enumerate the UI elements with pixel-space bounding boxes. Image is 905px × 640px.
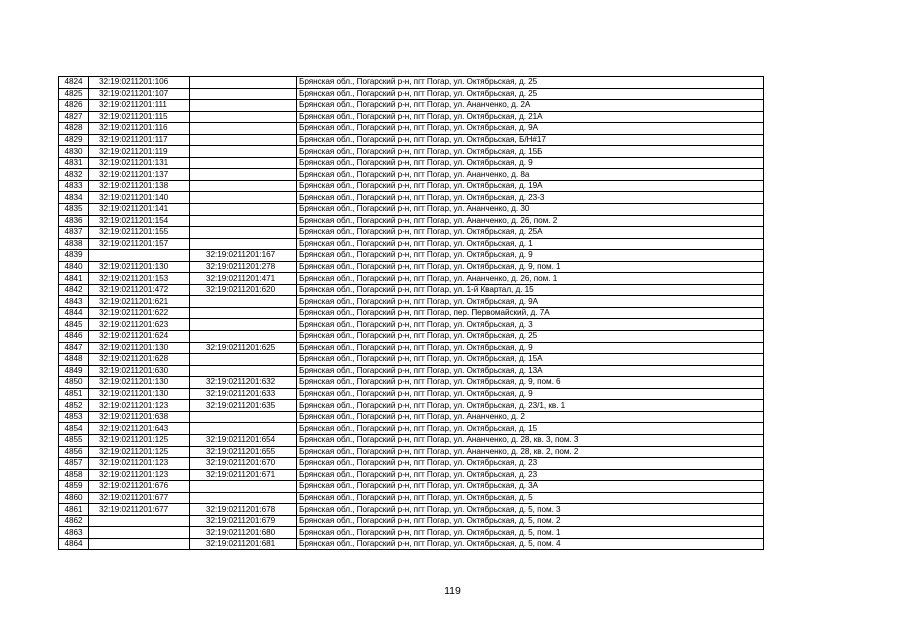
address-cell: Брянская обл., Погарский р-н, пгт Погар, ул. Октябрьская, Б/Н#17 xyxy=(297,134,764,146)
table-row xyxy=(59,88,764,100)
table-row xyxy=(59,180,764,192)
cadastral-number-cell: 32:19:0211201:119 xyxy=(89,146,190,158)
address-cell: Брянская обл., Погарский р-н, пгт Погар, ул. Октябрьская, д. 25 xyxy=(297,88,764,100)
table-row xyxy=(59,538,764,550)
cadastral-number-cell: 32:19:0211201:111 xyxy=(89,100,190,112)
address-cell: Брянская обл., Погарский р-н, пгт Погар, ул. Октябрьская, д. 5, пом. 2 xyxy=(297,515,764,527)
row-number-cell: 4838 xyxy=(59,238,89,250)
object-cadastral-number-cell xyxy=(190,238,297,250)
object-cadastral-number-cell xyxy=(190,134,297,146)
object-cadastral-number-cell: 32:19:0211201:679 xyxy=(190,515,297,527)
table-row xyxy=(59,134,764,146)
row-number-cell: 4855 xyxy=(59,434,89,446)
table-row xyxy=(59,504,764,516)
row-number-cell: 4864 xyxy=(59,538,89,550)
registry-table-body xyxy=(59,77,764,550)
table-row xyxy=(59,319,764,331)
cadastral-number-cell xyxy=(89,538,190,550)
object-cadastral-number-cell xyxy=(190,100,297,112)
address-cell: Брянская обл., Погарский р-н, пгт Погар, ул. Октябрьская, д. 9А xyxy=(297,123,764,135)
row-number-cell: 4854 xyxy=(59,423,89,435)
cadastral-number-cell: 32:19:0211201:117 xyxy=(89,134,190,146)
table-row xyxy=(59,111,764,123)
address-cell: Брянская обл., Погарский р-н, пгт Погар, ул. Октябрьская, д. 25А xyxy=(297,227,764,239)
object-cadastral-number-cell xyxy=(190,192,297,204)
row-number-cell: 4833 xyxy=(59,180,89,192)
row-number-cell: 4849 xyxy=(59,365,89,377)
object-cadastral-number-cell xyxy=(190,88,297,100)
row-number-cell: 4863 xyxy=(59,527,89,539)
object-cadastral-number-cell: 32:19:0211201:635 xyxy=(190,400,297,412)
cadastral-number-cell: 32:19:0211201:141 xyxy=(89,204,190,216)
page-number: 119 xyxy=(444,585,461,597)
object-cadastral-number-cell xyxy=(190,331,297,343)
address-cell: Брянская обл., Погарский р-н, пгт Погар, ул. Октябрьская, д. 9 xyxy=(297,388,764,400)
object-cadastral-number-cell xyxy=(190,111,297,123)
address-cell: Брянская обл., Погарский р-н, пгт Погар, ул. Октябрьская, д. 5 xyxy=(297,492,764,504)
table-row xyxy=(59,296,764,308)
address-cell: Брянская обл., Погарский р-н, пгт Погар, ул. Октябрьская, д. 21А xyxy=(297,111,764,123)
object-cadastral-number-cell: 32:19:0211201:671 xyxy=(190,469,297,481)
cadastral-number-cell: 32:19:0211201:130 xyxy=(89,261,190,273)
table-row xyxy=(59,307,764,319)
address-cell: Брянская обл., Погарский р-н, пгт Погар, ул. Октябрьская, д. 5, пом. 1 xyxy=(297,527,764,539)
address-cell: Брянская обл., Погарский р-н, пгт Погар, пер. Первомайский, д. 7А xyxy=(297,307,764,319)
row-number-cell: 4835 xyxy=(59,204,89,216)
table-row xyxy=(59,354,764,366)
object-cadastral-number-cell xyxy=(190,77,297,89)
row-number-cell: 4860 xyxy=(59,492,89,504)
row-number-cell: 4841 xyxy=(59,273,89,285)
table-row xyxy=(59,434,764,446)
cadastral-number-cell: 32:19:0211201:628 xyxy=(89,354,190,366)
table-row xyxy=(59,123,764,135)
address-cell: Брянская обл., Погарский р-н, пгт Погар, ул. Октябрьская, д. 23 xyxy=(297,458,764,470)
row-number-cell: 4830 xyxy=(59,146,89,158)
address-cell: Брянская обл., Погарский р-н, пгт Погар, ул. Октябрьская, д. 23 xyxy=(297,469,764,481)
row-number-cell: 4826 xyxy=(59,100,89,112)
object-cadastral-number-cell xyxy=(190,157,297,169)
address-cell: Брянская обл., Погарский р-н, пгт Погар, ул. Октябрьская, д. 25 xyxy=(297,331,764,343)
object-cadastral-number-cell xyxy=(190,204,297,216)
address-cell: Брянская обл., Погарский р-н, пгт Погар, ул. Октябрьская, д. 9 xyxy=(297,250,764,262)
row-number-cell: 4862 xyxy=(59,515,89,527)
row-number-cell: 4837 xyxy=(59,227,89,239)
row-number-cell: 4836 xyxy=(59,215,89,227)
row-number-cell: 4846 xyxy=(59,331,89,343)
address-cell: Брянская обл., Погарский р-н, пгт Погар, ул. Октябрьская, д. 9А xyxy=(297,296,764,308)
object-cadastral-number-cell: 32:19:0211201:670 xyxy=(190,458,297,470)
address-cell: Брянская обл., Погарский р-н, пгт Погар, ул. Октябрьская, д. 3А xyxy=(297,481,764,493)
row-number-cell: 4831 xyxy=(59,157,89,169)
cadastral-number-cell: 32:19:0211201:138 xyxy=(89,180,190,192)
object-cadastral-number-cell xyxy=(190,365,297,377)
object-cadastral-number-cell: 32:19:0211201:620 xyxy=(190,284,297,296)
row-number-cell: 4848 xyxy=(59,354,89,366)
table-row xyxy=(59,365,764,377)
address-cell: Брянская обл., Погарский р-н, пгт Погар, ул. Октябрьская, д. 15 xyxy=(297,423,764,435)
table-row xyxy=(59,157,764,169)
cadastral-number-cell: 32:19:0211201:123 xyxy=(89,400,190,412)
object-cadastral-number-cell xyxy=(190,307,297,319)
cadastral-number-cell: 32:19:0211201:116 xyxy=(89,123,190,135)
row-number-cell: 4850 xyxy=(59,377,89,389)
table-row xyxy=(59,238,764,250)
object-cadastral-number-cell: 32:19:0211201:633 xyxy=(190,388,297,400)
row-number-cell: 4827 xyxy=(59,111,89,123)
object-cadastral-number-cell xyxy=(190,319,297,331)
cadastral-number-cell: 32:19:0211201:623 xyxy=(89,319,190,331)
object-cadastral-number-cell xyxy=(190,227,297,239)
table-row xyxy=(59,411,764,423)
cadastral-number-cell: 32:19:0211201:155 xyxy=(89,227,190,239)
row-number-cell: 4824 xyxy=(59,77,89,89)
cadastral-number-cell: 32:19:0211201:125 xyxy=(89,446,190,458)
object-cadastral-number-cell: 32:19:0211201:167 xyxy=(190,250,297,262)
row-number-cell: 4861 xyxy=(59,504,89,516)
object-cadastral-number-cell: 32:19:0211201:632 xyxy=(190,377,297,389)
table-row xyxy=(59,469,764,481)
address-cell: Брянская обл., Погарский р-н, пгт Погар, ул. Октябрьская, д. 19А xyxy=(297,180,764,192)
cadastral-number-cell: 32:19:0211201:154 xyxy=(89,215,190,227)
address-cell: Брянская обл., Погарский р-н, пгт Погар, ул. Октябрьская, д. 5, пом. 3 xyxy=(297,504,764,516)
object-cadastral-number-cell xyxy=(190,146,297,158)
object-cadastral-number-cell xyxy=(190,354,297,366)
row-number-cell: 4825 xyxy=(59,88,89,100)
object-cadastral-number-cell xyxy=(190,423,297,435)
address-cell: Брянская обл., Погарский р-н, пгт Погар, ул. Октябрьская, д. 9 xyxy=(297,157,764,169)
row-number-cell: 4840 xyxy=(59,261,89,273)
address-cell: Брянская обл., Погарский р-н, пгт Погар, ул. Ананченко, д. 26, пом. 1 xyxy=(297,273,764,285)
address-cell: Брянская обл., Погарский р-н, пгт Погар, ул. Октябрьская, д. 9, пом. 6 xyxy=(297,377,764,389)
object-cadastral-number-cell xyxy=(190,481,297,493)
object-cadastral-number-cell xyxy=(190,296,297,308)
cadastral-number-cell: 32:19:0211201:125 xyxy=(89,434,190,446)
object-cadastral-number-cell xyxy=(190,411,297,423)
row-number-cell: 4858 xyxy=(59,469,89,481)
address-cell: Брянская обл., Погарский р-н, пгт Погар, ул. Октябрьская, д. 25 xyxy=(297,77,764,89)
table-row xyxy=(59,284,764,296)
table-row xyxy=(59,77,764,89)
cadastral-number-cell: 32:19:0211201:624 xyxy=(89,331,190,343)
table-row xyxy=(59,250,764,262)
table-row xyxy=(59,204,764,216)
cadastral-number-cell: 32:19:0211201:621 xyxy=(89,296,190,308)
cadastral-number-cell xyxy=(89,250,190,262)
cadastral-number-cell: 32:19:0211201:677 xyxy=(89,492,190,504)
object-cadastral-number-cell xyxy=(190,123,297,135)
table-row xyxy=(59,273,764,285)
cadastral-number-cell: 32:19:0211201:107 xyxy=(89,88,190,100)
row-number-cell: 4856 xyxy=(59,446,89,458)
table-row xyxy=(59,331,764,343)
table-row xyxy=(59,215,764,227)
object-cadastral-number-cell: 32:19:0211201:625 xyxy=(190,342,297,354)
cadastral-number-cell: 32:19:0211201:106 xyxy=(89,77,190,89)
cadastral-number-cell: 32:19:0211201:130 xyxy=(89,342,190,354)
row-number-cell: 4857 xyxy=(59,458,89,470)
object-cadastral-number-cell xyxy=(190,169,297,181)
row-number-cell: 4852 xyxy=(59,400,89,412)
row-number-cell: 4843 xyxy=(59,296,89,308)
address-cell: Брянская обл., Погарский р-н, пгт Погар, ул. Октябрьская, д. 1 xyxy=(297,238,764,250)
table-row xyxy=(59,527,764,539)
address-cell: Брянская обл., Погарский р-н, пгт Погар, ул. Ананченко, д. 8а xyxy=(297,169,764,181)
cadastral-number-cell: 32:19:0211201:130 xyxy=(89,377,190,389)
address-cell: Брянская обл., Погарский р-н, пгт Погар, ул. Ананченко, д. 2 xyxy=(297,411,764,423)
cadastral-number-cell: 32:19:0211201:630 xyxy=(89,365,190,377)
address-cell: Брянская обл., Погарский р-н, пгт Погар, ул. Октябрьская, д. 23-3 xyxy=(297,192,764,204)
table-row xyxy=(59,481,764,493)
cadastral-number-cell: 32:19:0211201:472 xyxy=(89,284,190,296)
object-cadastral-number-cell: 32:19:0211201:655 xyxy=(190,446,297,458)
object-cadastral-number-cell: 32:19:0211201:678 xyxy=(190,504,297,516)
address-cell: Брянская обл., Погарский р-н, пгт Погар, ул. Октябрьская, д. 13А xyxy=(297,365,764,377)
cadastral-number-cell xyxy=(89,515,190,527)
cadastral-number-cell: 32:19:0211201:130 xyxy=(89,388,190,400)
cadastral-number-cell: 32:19:0211201:622 xyxy=(89,307,190,319)
object-cadastral-number-cell xyxy=(190,492,297,504)
address-cell: Брянская обл., Погарский р-н, пгт Погар, ул. Ананченко, д. 2А xyxy=(297,100,764,112)
address-cell: Брянская обл., Погарский р-н, пгт Погар, ул. Ананченко, д. 26, пом. 2 xyxy=(297,215,764,227)
table-row xyxy=(59,377,764,389)
object-cadastral-number-cell: 32:19:0211201:278 xyxy=(190,261,297,273)
cadastral-number-cell: 32:19:0211201:115 xyxy=(89,111,190,123)
row-number-cell: 4847 xyxy=(59,342,89,354)
row-number-cell: 4851 xyxy=(59,388,89,400)
table-row xyxy=(59,400,764,412)
table-row xyxy=(59,342,764,354)
table-row xyxy=(59,261,764,273)
row-number-cell: 4829 xyxy=(59,134,89,146)
object-cadastral-number-cell xyxy=(190,180,297,192)
address-cell: Брянская обл., Погарский р-н, пгт Погар, ул. Октябрьская, д. 9 xyxy=(297,342,764,354)
row-number-cell: 4845 xyxy=(59,319,89,331)
cadastral-number-cell: 32:19:0211201:676 xyxy=(89,481,190,493)
row-number-cell: 4832 xyxy=(59,169,89,181)
cadastral-number-cell: 32:19:0211201:131 xyxy=(89,157,190,169)
cadastral-number-cell: 32:19:0211201:638 xyxy=(89,411,190,423)
cadastral-number-cell: 32:19:0211201:137 xyxy=(89,169,190,181)
table-row xyxy=(59,515,764,527)
address-cell: Брянская обл., Погарский р-н, пгт Погар, ул. Октябрьская, д. 5, пом. 4 xyxy=(297,538,764,550)
row-number-cell: 4859 xyxy=(59,481,89,493)
address-cell: Брянская обл., Погарский р-н, пгт Погар, ул. Октябрьская, д. 15А xyxy=(297,354,764,366)
object-cadastral-number-cell: 32:19:0211201:654 xyxy=(190,434,297,446)
object-cadastral-number-cell: 32:19:0211201:471 xyxy=(190,273,297,285)
row-number-cell: 4828 xyxy=(59,123,89,135)
table-row xyxy=(59,192,764,204)
table-row xyxy=(59,146,764,158)
cadastral-number-cell: 32:19:0211201:157 xyxy=(89,238,190,250)
row-number-cell: 4834 xyxy=(59,192,89,204)
row-number-cell: 4839 xyxy=(59,250,89,262)
address-cell: Брянская обл., Погарский р-н, пгт Погар, ул. Октябрьская, д. 3 xyxy=(297,319,764,331)
table-row xyxy=(59,492,764,504)
address-cell: Брянская обл., Погарский р-н, пгт Погар, ул. Ананченко, д. 30 xyxy=(297,204,764,216)
row-number-cell: 4853 xyxy=(59,411,89,423)
address-cell: Брянская обл., Погарский р-н, пгт Погар, ул. Октябрьская, д. 23/1, кв. 1 xyxy=(297,400,764,412)
cadastral-number-cell: 32:19:0211201:677 xyxy=(89,504,190,516)
cadastral-number-cell: 32:19:0211201:643 xyxy=(89,423,190,435)
cadastral-number-cell: 32:19:0211201:140 xyxy=(89,192,190,204)
cadastral-number-cell: 32:19:0211201:153 xyxy=(89,273,190,285)
table-row xyxy=(59,458,764,470)
address-cell: Брянская обл., Погарский р-н, пгт Погар, ул. Ананченко, д. 28, кв. 3, пом. 3 xyxy=(297,434,764,446)
table-row xyxy=(59,227,764,239)
table-row xyxy=(59,446,764,458)
object-cadastral-number-cell: 32:19:0211201:680 xyxy=(190,527,297,539)
row-number-cell: 4842 xyxy=(59,284,89,296)
address-cell: Брянская обл., Погарский р-н, пгт Погар, ул. Ананченко, д. 28, кв. 2, пом. 2 xyxy=(297,446,764,458)
table-row xyxy=(59,169,764,181)
table-row xyxy=(59,423,764,435)
table-row xyxy=(59,388,764,400)
cadastral-registry-table xyxy=(58,76,764,550)
object-cadastral-number-cell xyxy=(190,215,297,227)
row-number-cell: 4844 xyxy=(59,307,89,319)
object-cadastral-number-cell: 32:19:0211201:681 xyxy=(190,538,297,550)
address-cell: Брянская обл., Погарский р-н, пгт Погар, ул. 1-й Квартал, д. 15 xyxy=(297,284,764,296)
address-cell: Брянская обл., Погарский р-н, пгт Погар, ул. Октябрьская, д. 9, пом. 1 xyxy=(297,261,764,273)
cadastral-number-cell: 32:19:0211201:123 xyxy=(89,469,190,481)
cadastral-number-cell: 32:19:0211201:123 xyxy=(89,458,190,470)
cadastral-number-cell xyxy=(89,527,190,539)
address-cell: Брянская обл., Погарский р-н, пгт Погар, ул. Октябрьская, д. 15Б xyxy=(297,146,764,158)
table-row xyxy=(59,100,764,112)
